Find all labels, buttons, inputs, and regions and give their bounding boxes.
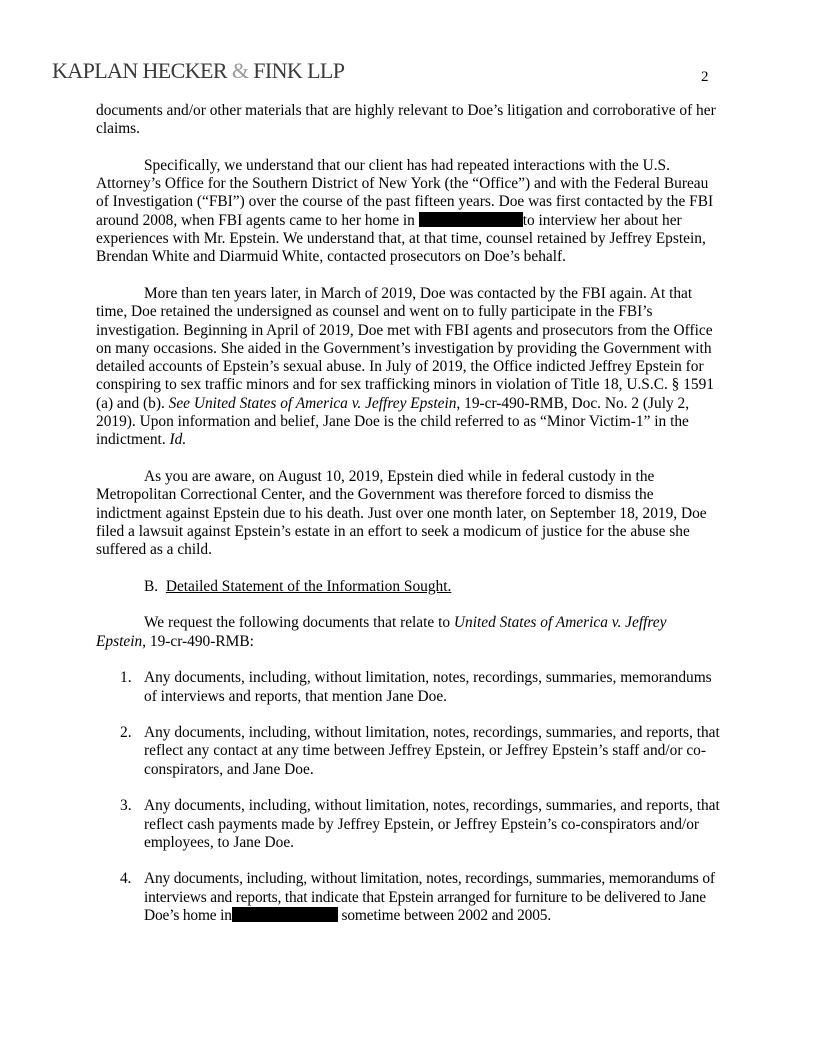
list-item-text: Any documents, including, without limitation, notes, recordings, summaries, memorandums of interviews and reports, that mention Jane Doe. xyxy=(144,669,712,705)
list-item-text-b: sometime between 2002 and 2005. xyxy=(337,907,552,925)
firm-logo xyxy=(52,58,344,84)
list-item-number: 1. xyxy=(120,669,132,687)
redaction-location-1 xyxy=(419,212,523,227)
paragraph-continuation: documents and/or other materials that are highly relevant to Doe’s litigation and corroborative of her claims. xyxy=(96,102,716,138)
section-heading-b xyxy=(96,578,720,596)
list-item-number: 3. xyxy=(120,797,132,815)
citation-details: , 19-cr-490-RMB, Doc. No. 2 (July 2, 2019). Upon information and belief, Jane Doe is the child referred to as “Minor Victim-1” in the indictment. xyxy=(96,394,690,449)
list-item-number: 2. xyxy=(120,724,132,742)
firm-name-ampersand: & xyxy=(231,58,249,83)
paragraph-fbi-contact-text-a: Specifically, we understand that our client has had repeated interactions with the U.S. Attorney’s Office for the Southern District of New York (the “Office”) and with the Federal Bureau of Investigation (“FBI”) over the course of the past fifteen years. Doe was first contacted by the FBI around 2008, when FBI agents came to her home in xyxy=(96,156,714,229)
list-item-text-a: Any documents, including, without limitation, notes, recordings, summaries, memorandums of interviews and reports, that indicate that Epstein arranged for furniture to be delivered to Jane Doe’s home in xyxy=(144,870,715,925)
paragraph-request-intro xyxy=(96,614,720,651)
paragraph-fbi-contact xyxy=(96,157,720,267)
firm-name-part2: FINK LLP xyxy=(248,58,345,83)
section-letter: B. xyxy=(144,577,159,595)
firm-name-part1: KAPLAN HECKER xyxy=(52,58,232,83)
list-item xyxy=(96,724,720,779)
list-item-text: Any documents, including, without limitation, notes, recordings, summaries, and reports, that reflect cash payments made by Jeffrey Epstein, or Jeffrey Epstein’s co-conspirators and/or employees, to Jane Doe. xyxy=(144,797,720,851)
paragraph-death-lawsuit: As you are aware, on August 10, 2019, Epstein died while in federal custody in the Metropolitan Correctional Center, and the Government was therefore forced to dismiss the indictment against Epstein due to his death. Just over one month later, on September 18, 2019, Doe filed a lawsuit against Epstein’s estate in an effort to seek a modicum of justice for the abuse she suffered as a child. xyxy=(96,467,707,559)
id-citation: Id. xyxy=(169,431,187,449)
case-citation: See United States of America v. Jeffrey Epstein xyxy=(168,394,457,412)
paragraph-fbi-contact-text-b: to interview her about her experiences with Mr. Epstein. We understand that, at that time, counsel retained by Jeffrey Epstein, Brendan White and Diarmuid White, contacted prosecutors on Doe’s behalf. xyxy=(96,211,706,266)
request-intro-text: We request the following documents that relate to xyxy=(144,614,454,632)
letter-body xyxy=(96,102,720,944)
list-item xyxy=(96,669,720,706)
list-item xyxy=(96,870,720,925)
section-title: Detailed Statement of the Information Sought. xyxy=(165,577,452,595)
paragraph-investigation xyxy=(96,285,720,450)
list-item-number: 4. xyxy=(120,870,132,888)
paragraph-investigation-text: More than ten years later, in March of 2019, Doe was contacted by the FBI again. At that time, Doe retained the undersigned as counsel and went on to fully participate in the FBI’s investigation. Beginning in April of 2019, Doe met with FBI agents and prosecutors from the Office on many occasions. She aided in the Government’s investigation by providing the Government with detailed accounts of Epstein’s sexual abuse. In July of 2019, the Office indicted Jeffrey Epstein for conspiring to sex traffic minors and for sex trafficking minors in violation of Title 18, U.S.C. § 1591 (a) and (b). xyxy=(96,284,714,412)
case-name: United States of America v. Jeffrey Epstein xyxy=(96,614,667,650)
page-number: 2 xyxy=(701,69,709,85)
list-item-text: Any documents, including, without limitation, notes, recordings, summaries, and reports, that reflect any contact at any time between Jeffrey Epstein, or Jeffrey Epstein’s staff and/or co-conspirators, and Jane Doe. xyxy=(144,724,720,778)
request-list xyxy=(96,669,720,925)
case-number: , 19-cr-490-RMB: xyxy=(142,632,254,650)
list-item xyxy=(96,797,720,852)
redaction-location-2 xyxy=(232,907,338,922)
